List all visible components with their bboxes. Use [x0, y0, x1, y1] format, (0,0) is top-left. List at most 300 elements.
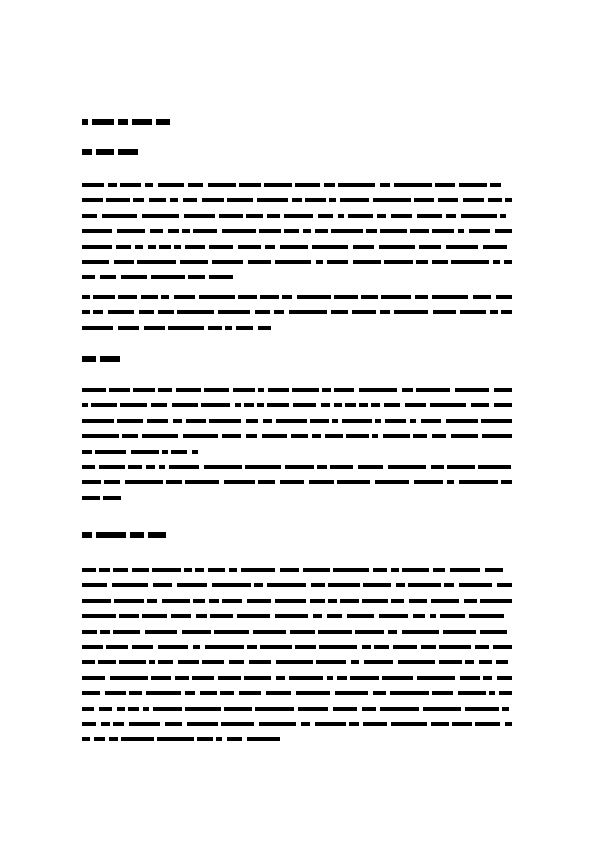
word-block [391, 722, 427, 726]
word-block [169, 465, 199, 469]
text-line [82, 245, 512, 250]
text-line [82, 583, 512, 588]
word-block [137, 260, 176, 264]
word-block [353, 245, 374, 249]
word-block [82, 568, 96, 572]
word-block [480, 630, 507, 634]
text-line [82, 214, 512, 219]
word-block [180, 260, 208, 264]
word-block [113, 630, 140, 634]
word-block [158, 310, 174, 314]
word-block [193, 229, 217, 233]
word-block [337, 676, 347, 680]
word-block [82, 388, 106, 392]
text-line [82, 434, 512, 439]
word-block [82, 496, 100, 500]
word-block [381, 295, 411, 299]
word-block [471, 403, 489, 407]
word-block [329, 198, 336, 202]
word-block [142, 214, 179, 218]
text-line [82, 737, 512, 742]
word-block [310, 419, 329, 423]
word-block [117, 419, 143, 423]
word-block [105, 691, 126, 695]
word-block [331, 229, 363, 233]
word-block [265, 245, 275, 249]
word-block [224, 480, 255, 484]
word-block [331, 310, 348, 314]
word-block [147, 419, 168, 423]
word-block [82, 737, 90, 741]
word-block [100, 275, 116, 279]
heading-word-block [82, 119, 88, 125]
word-block [209, 275, 233, 279]
text-line [82, 568, 512, 573]
text-line [82, 722, 512, 727]
word-block [446, 245, 478, 249]
word-block [292, 198, 302, 202]
word-block [490, 183, 501, 187]
word-block [162, 450, 168, 454]
word-block [143, 707, 149, 711]
word-block [388, 630, 397, 634]
word-block [416, 388, 450, 392]
word-block [254, 583, 263, 587]
word-block [108, 310, 134, 314]
word-block [151, 403, 167, 407]
text-line [82, 388, 512, 393]
word-block [82, 229, 112, 233]
word-block [260, 295, 279, 299]
text-line [82, 599, 512, 604]
word-block [439, 645, 471, 649]
word-block [210, 614, 233, 618]
word-block [280, 480, 304, 484]
word-block [327, 676, 333, 680]
word-block [216, 737, 222, 741]
word-block [233, 388, 255, 392]
word-block [82, 326, 113, 330]
word-block [158, 645, 188, 649]
word-block [394, 183, 432, 187]
word-block [114, 260, 134, 264]
word-block [131, 450, 159, 454]
word-block [443, 630, 476, 634]
word-block [494, 403, 512, 407]
paragraph [82, 295, 512, 341]
word-block [359, 403, 368, 407]
word-block [438, 198, 458, 202]
word-block [117, 707, 125, 711]
word-block [153, 707, 182, 711]
word-block [209, 599, 219, 603]
word-block [452, 722, 472, 726]
word-block [495, 229, 512, 233]
word-block [501, 480, 512, 484]
text-line [82, 676, 512, 681]
word-block [267, 214, 280, 218]
word-block [380, 229, 407, 233]
word-block [478, 465, 511, 469]
word-block [93, 295, 115, 299]
word-block [366, 229, 377, 233]
text-line [82, 480, 512, 485]
word-block [362, 645, 371, 649]
word-block [298, 707, 328, 711]
word-block [419, 245, 441, 249]
word-block [174, 295, 195, 299]
word-block [383, 434, 410, 438]
word-block [175, 676, 189, 680]
word-block [158, 388, 172, 392]
word-block [208, 183, 236, 187]
word-block [244, 676, 271, 680]
word-block [82, 434, 119, 438]
word-block [247, 645, 257, 649]
word-block [187, 722, 218, 726]
word-block [318, 630, 352, 634]
word-block [188, 183, 203, 187]
word-block [168, 229, 179, 233]
word-block [192, 676, 214, 680]
word-block [222, 229, 256, 233]
word-block [219, 214, 243, 218]
word-block [334, 388, 354, 392]
word-block [362, 707, 376, 711]
word-block [94, 737, 105, 741]
text-line [82, 691, 512, 696]
word-block [391, 599, 404, 603]
word-block [82, 403, 88, 407]
word-block [118, 295, 137, 299]
word-block [239, 691, 261, 695]
word-block [347, 614, 374, 618]
word-block [280, 568, 299, 572]
word-block [483, 676, 492, 680]
word-block [465, 707, 499, 711]
word-block [142, 434, 178, 438]
word-block [196, 614, 207, 618]
word-block [99, 465, 125, 469]
word-block [322, 388, 331, 392]
word-block [109, 388, 130, 392]
word-block [193, 645, 200, 649]
word-block [500, 214, 506, 218]
word-block [142, 614, 167, 618]
word-block [410, 419, 416, 423]
word-block [338, 214, 344, 218]
word-block [162, 599, 190, 603]
word-block [118, 326, 139, 330]
heading-word-block [96, 532, 126, 538]
word-block [185, 707, 221, 711]
word-block [129, 722, 160, 726]
word-block [106, 645, 128, 649]
word-block [447, 480, 454, 484]
word-block [372, 434, 378, 438]
word-block [482, 434, 512, 438]
word-block [276, 676, 285, 680]
word-block [260, 645, 292, 649]
word-block [237, 614, 270, 618]
word-block [183, 434, 218, 438]
word-block [475, 645, 489, 649]
heading-word-block [156, 119, 170, 125]
word-block [103, 496, 121, 500]
word-block [239, 183, 261, 187]
word-block [316, 660, 346, 664]
word-block [146, 691, 181, 695]
word-block [257, 198, 288, 202]
paragraph [82, 183, 512, 291]
word-block [238, 295, 257, 299]
word-block [505, 722, 512, 726]
word-block [192, 450, 198, 454]
word-block [244, 403, 254, 407]
word-block [363, 722, 387, 726]
word-block [165, 722, 182, 726]
word-block [197, 737, 213, 741]
word-block [402, 568, 429, 572]
word-block [280, 245, 308, 249]
word-block [209, 245, 233, 249]
word-block [446, 419, 478, 423]
word-block [173, 419, 182, 423]
word-block [293, 403, 316, 407]
word-block [504, 260, 512, 264]
text-line [82, 630, 512, 635]
word-block [380, 310, 390, 314]
word-block [355, 630, 384, 634]
word-block [264, 183, 292, 187]
word-block [417, 676, 455, 680]
word-block [297, 295, 331, 299]
word-block [108, 183, 117, 187]
word-block [152, 568, 181, 572]
word-block [364, 660, 393, 664]
word-block [222, 434, 241, 438]
word-block [93, 310, 103, 314]
word-block [158, 183, 184, 187]
word-block [255, 310, 270, 314]
word-block [469, 229, 490, 233]
word-block [82, 722, 96, 726]
word-block [99, 568, 110, 572]
word-block [82, 599, 111, 603]
word-block [430, 403, 466, 407]
word-block [450, 568, 480, 572]
word-block [439, 660, 462, 664]
word-block [132, 568, 149, 572]
word-block [499, 691, 512, 695]
word-block [121, 275, 147, 279]
word-block [258, 326, 271, 330]
text-line [82, 229, 512, 234]
text-line [82, 660, 512, 665]
word-block [284, 214, 313, 218]
text-line [82, 450, 512, 455]
word-block [380, 707, 419, 711]
word-block [82, 645, 103, 649]
word-block [493, 260, 500, 264]
word-block [464, 599, 477, 603]
word-block [262, 434, 287, 438]
word-block [384, 403, 400, 407]
word-block [327, 614, 342, 618]
word-block [204, 388, 229, 392]
word-block [253, 630, 286, 634]
word-block [315, 722, 346, 726]
word-block [455, 388, 489, 392]
word-block [417, 214, 442, 218]
word-block [120, 403, 147, 407]
word-block [82, 275, 95, 279]
text-line [82, 496, 512, 501]
word-block [247, 737, 280, 741]
word-block [334, 295, 358, 299]
word-block [303, 568, 330, 572]
word-block [82, 660, 95, 664]
word-block [469, 614, 504, 618]
word-block [444, 583, 454, 587]
word-block [185, 480, 219, 484]
text-line [82, 310, 512, 315]
word-block [446, 214, 456, 218]
word-block [119, 614, 139, 618]
text-line [82, 403, 512, 408]
heading-word-block [82, 356, 96, 362]
word-block [82, 310, 90, 314]
word-block [432, 295, 468, 299]
word-block [440, 614, 465, 618]
word-block [100, 630, 110, 634]
text-line [82, 419, 512, 424]
word-block [282, 295, 292, 299]
word-block [479, 660, 492, 664]
word-block [257, 403, 264, 407]
word-block [413, 434, 427, 438]
word-block [423, 707, 461, 711]
heading-word-block [82, 532, 92, 538]
word-block [385, 419, 406, 423]
word-block [337, 480, 370, 484]
word-block [159, 465, 165, 469]
heading-word-block [148, 532, 166, 538]
word-block [159, 245, 171, 249]
word-block [309, 480, 334, 484]
word-block [184, 568, 192, 572]
word-block [391, 568, 399, 572]
word-block [463, 198, 484, 202]
word-block [460, 676, 480, 680]
word-block [102, 214, 137, 218]
word-block [112, 583, 148, 587]
word-block [104, 480, 120, 484]
word-block [431, 465, 444, 469]
word-block [205, 645, 244, 649]
word-block [82, 691, 100, 695]
word-block [325, 434, 343, 438]
word-block [414, 198, 434, 202]
text-line [82, 260, 512, 265]
word-block [248, 260, 271, 264]
word-block [220, 691, 234, 695]
word-block [145, 183, 153, 187]
word-block [311, 583, 325, 587]
word-block [209, 419, 241, 423]
word-block [375, 419, 381, 423]
word-block [421, 645, 436, 649]
text-line [82, 645, 512, 650]
word-block [414, 480, 443, 484]
word-block [496, 660, 508, 664]
text-line [82, 707, 512, 712]
word-block [258, 388, 264, 392]
word-block [459, 480, 498, 484]
word-block [379, 614, 408, 618]
word-block [505, 198, 512, 202]
word-block [128, 707, 139, 711]
word-block [227, 198, 253, 202]
word-block [113, 722, 124, 726]
word-block [172, 403, 198, 407]
word-block [82, 630, 97, 634]
word-block [120, 183, 141, 187]
word-block [398, 660, 435, 664]
word-block [475, 722, 500, 726]
word-block [393, 645, 417, 649]
word-block [246, 434, 257, 438]
word-block [501, 310, 512, 314]
word-block [318, 214, 333, 218]
word-block [458, 691, 486, 695]
word-block [431, 722, 449, 726]
word-block [359, 388, 397, 392]
word-block [202, 660, 224, 664]
word-block [374, 645, 389, 649]
word-block [166, 480, 182, 484]
word-block [82, 583, 107, 587]
word-block [276, 419, 307, 423]
word-block [227, 737, 242, 741]
word-block [321, 403, 330, 407]
word-block [480, 599, 512, 603]
word-block [327, 260, 348, 264]
word-block [221, 722, 254, 726]
word-block [373, 691, 386, 695]
paragraph [82, 465, 512, 511]
word-block [200, 691, 217, 695]
word-block [447, 465, 475, 469]
word-block [373, 568, 387, 572]
word-block [391, 214, 412, 218]
word-block [82, 465, 95, 469]
word-block [110, 676, 148, 680]
word-block [330, 465, 353, 469]
word-block [129, 691, 142, 695]
word-block [146, 465, 155, 469]
word-block [348, 214, 373, 218]
word-block [171, 614, 191, 618]
word-block [193, 599, 205, 603]
word-block [259, 722, 296, 726]
word-block [263, 419, 272, 423]
word-block [149, 660, 155, 664]
word-block [451, 260, 489, 264]
word-block [402, 388, 413, 392]
word-block [328, 599, 337, 603]
word-block [285, 465, 314, 469]
